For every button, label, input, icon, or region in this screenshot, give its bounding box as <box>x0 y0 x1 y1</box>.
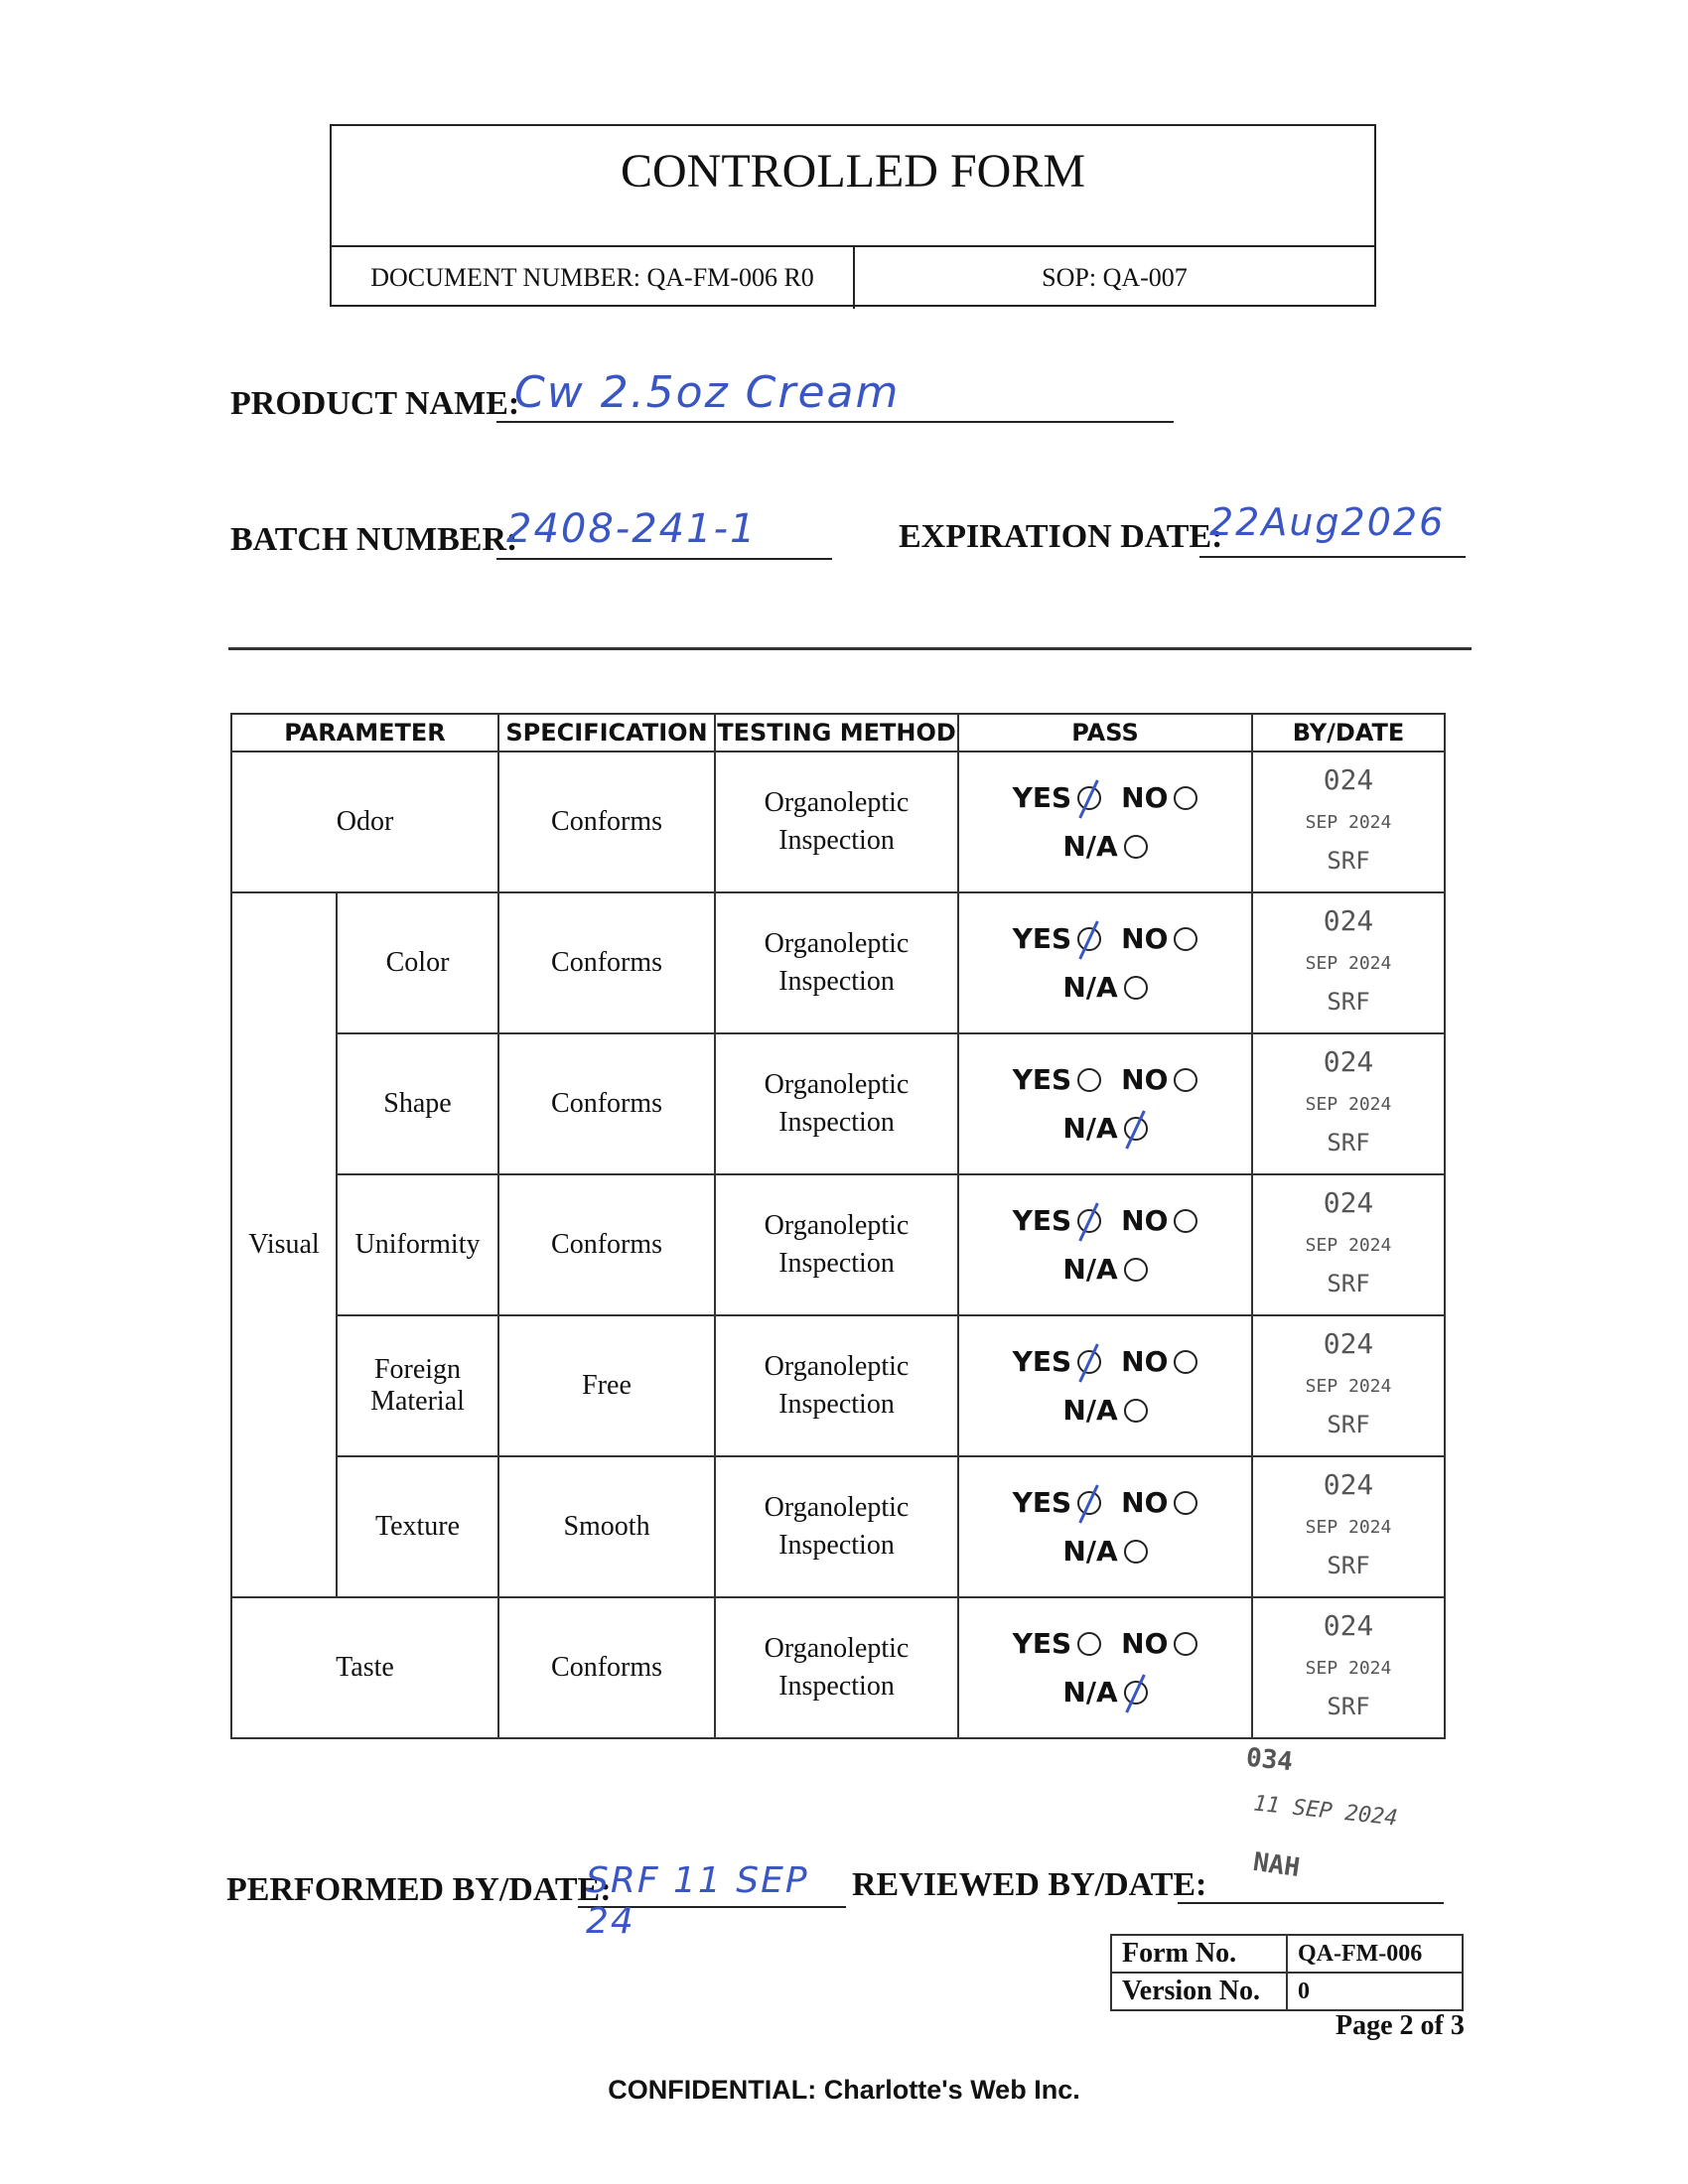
header-by-date: BY/DATE <box>1252 714 1445 751</box>
review-stamp-number: 034 <box>1244 1742 1295 1778</box>
yes-label: YES <box>1012 781 1072 814</box>
method-line-1: Organoleptic <box>764 928 910 959</box>
no-label: NO <box>1121 922 1169 955</box>
form-no-value: QA-FM-006 <box>1287 1935 1463 1973</box>
yes-label: YES <box>1012 1486 1072 1519</box>
reviewed-by-label: REVIEWED BY/DATE: <box>852 1866 1207 1903</box>
header-box <box>330 124 1376 307</box>
stamp-number: 024 <box>1323 763 1374 796</box>
stamp-number: 024 <box>1323 1186 1374 1219</box>
method-line-2: Inspection <box>778 1671 895 1702</box>
yes-radio[interactable] <box>1077 927 1101 951</box>
stamp-number: 024 <box>1323 1468 1374 1501</box>
stamp-initials: SRF <box>1327 1693 1370 1720</box>
na-label: N/A <box>1062 1676 1118 1708</box>
testing-method-cell <box>715 751 958 892</box>
pass-cell <box>958 751 1252 892</box>
expiration-date-label: EXPIRATION DATE: <box>899 518 1223 555</box>
yes-radio[interactable] <box>1077 1632 1101 1656</box>
no-label: NO <box>1121 1486 1169 1519</box>
method-line-2: Inspection <box>778 1530 895 1561</box>
visual-group-cell: Visual <box>231 892 337 1597</box>
testing-method-cell <box>715 1033 958 1174</box>
no-radio[interactable] <box>1174 1068 1197 1092</box>
na-label: N/A <box>1062 1112 1118 1145</box>
method-line-1: Organoleptic <box>764 787 910 818</box>
product-name-line[interactable] <box>496 367 1174 423</box>
product-name-value: Cw 2.5oz Cream <box>514 367 901 418</box>
yes-label: YES <box>1012 1345 1072 1378</box>
method-line-2: Inspection <box>778 966 895 997</box>
by-date-cell <box>1252 892 1445 1033</box>
na-label: N/A <box>1062 971 1118 1004</box>
testing-method-cell <box>715 1174 958 1315</box>
no-radio[interactable] <box>1174 1491 1197 1515</box>
na-radio[interactable] <box>1124 1399 1148 1423</box>
method-line-2: Inspection <box>778 1389 895 1420</box>
yes-radio[interactable] <box>1077 1350 1101 1374</box>
form-no-label: Form No. <box>1111 1935 1287 1973</box>
method-line-1: Organoleptic <box>764 1633 910 1664</box>
method-line-1: Organoleptic <box>764 1069 910 1100</box>
pass-cell <box>958 1174 1252 1315</box>
method-line-2: Inspection <box>778 1107 895 1138</box>
pass-cell <box>958 1033 1252 1174</box>
na-radio[interactable] <box>1124 1681 1148 1705</box>
no-radio[interactable] <box>1174 1209 1197 1233</box>
table-row <box>231 892 1445 1033</box>
performed-by-label: PERFORMED BY/DATE: <box>226 1871 612 1908</box>
by-date-cell <box>1252 1597 1445 1738</box>
method-line-2: Inspection <box>778 825 895 856</box>
header-row <box>332 245 1374 309</box>
specification-cell: Conforms <box>498 892 715 1033</box>
specification-cell: Smooth <box>498 1456 715 1597</box>
header-testing-method: TESTING METHOD <box>715 714 958 751</box>
stamp-initials: SRF <box>1327 1270 1370 1297</box>
parameter-cell: Texture <box>337 1456 498 1597</box>
pass-cell <box>958 1315 1252 1456</box>
no-label: NO <box>1121 1063 1169 1096</box>
yes-radio[interactable] <box>1077 1068 1101 1092</box>
na-radio[interactable] <box>1124 1258 1148 1282</box>
stamp-initials: SRF <box>1327 1552 1370 1579</box>
testing-method-cell <box>715 1456 958 1597</box>
yes-radio[interactable] <box>1077 1491 1101 1515</box>
specification-cell: Free <box>498 1315 715 1456</box>
testing-method-cell <box>715 892 958 1033</box>
pass-cell <box>958 892 1252 1033</box>
yes-label: YES <box>1012 1063 1072 1096</box>
form-no-row <box>1111 1935 1463 1973</box>
performed-by-line[interactable] <box>578 1858 846 1942</box>
reviewed-by-line[interactable] <box>1178 1854 1444 1904</box>
header-parameter: PARAMETER <box>231 714 498 751</box>
table-row <box>231 1315 1445 1456</box>
yes-label: YES <box>1012 922 1072 955</box>
specification-cell: Conforms <box>498 1597 715 1738</box>
stamp-number: 024 <box>1323 904 1374 937</box>
inspection-table <box>230 713 1446 1739</box>
parameter-cell: Odor <box>231 751 498 892</box>
stamp-number: 024 <box>1323 1045 1374 1078</box>
no-label: NO <box>1121 781 1169 814</box>
testing-method-cell <box>715 1315 958 1456</box>
yes-label: YES <box>1012 1627 1072 1660</box>
no-label: NO <box>1121 1627 1169 1660</box>
by-date-cell <box>1252 751 1445 892</box>
stamp-date: SEP 2024 <box>1305 1235 1392 1256</box>
no-label: NO <box>1121 1345 1169 1378</box>
yes-label: YES <box>1012 1204 1072 1237</box>
parameter-cell: Foreign Material <box>337 1315 498 1456</box>
confidential-footer: CONFIDENTIAL: Charlotte's Web Inc. <box>608 2075 1080 2105</box>
pass-cell <box>958 1597 1252 1738</box>
na-label: N/A <box>1062 1253 1118 1286</box>
review-stamp-initials: NAH <box>1251 1846 1302 1884</box>
no-radio[interactable] <box>1174 786 1197 810</box>
stamp-date: SEP 2024 <box>1305 1094 1392 1115</box>
na-radio[interactable] <box>1124 835 1148 859</box>
parameter-cell: Color <box>337 892 498 1033</box>
stamp-date: SEP 2024 <box>1305 1376 1392 1397</box>
method-line-1: Organoleptic <box>764 1492 910 1523</box>
table-row <box>231 751 1445 892</box>
version-row <box>1111 1973 1463 2010</box>
yes-radio[interactable] <box>1077 786 1101 810</box>
version-label: Version No. <box>1111 1973 1287 2010</box>
sop-number: SOP: QA-007 <box>1042 263 1188 292</box>
page-number: Page 2 of 3 <box>1336 2010 1465 2041</box>
parameter-cell: Taste <box>231 1597 498 1738</box>
na-radio[interactable] <box>1124 976 1148 1000</box>
batch-number-line[interactable] <box>496 506 832 560</box>
header-pass: PASS <box>958 714 1252 751</box>
table-header-row <box>231 714 1445 751</box>
batch-number-label: BATCH NUMBER: <box>230 521 518 558</box>
table-row <box>231 1174 1445 1315</box>
method-line-2: Inspection <box>778 1248 895 1279</box>
no-radio[interactable] <box>1174 927 1197 951</box>
no-label: NO <box>1121 1204 1169 1237</box>
stamp-date: SEP 2024 <box>1305 953 1392 974</box>
header-specification: SPECIFICATION <box>498 714 715 751</box>
stamp-date: SEP 2024 <box>1305 1517 1392 1538</box>
specification-cell: Conforms <box>498 751 715 892</box>
by-date-cell <box>1252 1315 1445 1456</box>
review-stamp-date: 11 SEP 2024 <box>1252 1791 1399 1832</box>
by-date-cell <box>1252 1456 1445 1597</box>
section-divider <box>228 647 1472 650</box>
stamp-date: SEP 2024 <box>1305 1658 1392 1679</box>
na-label: N/A <box>1062 1535 1118 1568</box>
table-row <box>231 1033 1445 1174</box>
form-info-table <box>1110 1934 1464 2011</box>
performed-by-value: SRF 11 SEP 24 <box>586 1860 809 1942</box>
pass-cell <box>958 1456 1252 1597</box>
stamp-initials: SRF <box>1327 1129 1370 1157</box>
expiration-date-line[interactable] <box>1199 500 1466 558</box>
stamp-initials: SRF <box>1327 847 1370 875</box>
version-value: 0 <box>1287 1973 1463 2010</box>
specification-cell: Conforms <box>498 1033 715 1174</box>
yes-radio[interactable] <box>1077 1209 1101 1233</box>
stamp-initials: SRF <box>1327 1411 1370 1438</box>
no-radio[interactable] <box>1174 1350 1197 1374</box>
product-name-label: PRODUCT NAME: <box>230 385 520 422</box>
no-radio[interactable] <box>1174 1632 1197 1656</box>
method-line-1: Organoleptic <box>764 1351 910 1382</box>
table-row <box>231 1597 1445 1738</box>
document-number: DOCUMENT NUMBER: QA-FM-006 R0 <box>332 247 855 309</box>
na-radio[interactable] <box>1124 1117 1148 1141</box>
na-radio[interactable] <box>1124 1540 1148 1564</box>
na-label: N/A <box>1062 830 1118 863</box>
parameter-cell: Shape <box>337 1033 498 1174</box>
stamp-initials: SRF <box>1327 988 1370 1016</box>
by-date-cell <box>1252 1174 1445 1315</box>
na-label: N/A <box>1062 1394 1118 1427</box>
stamp-number: 024 <box>1323 1327 1374 1360</box>
specification-cell: Conforms <box>498 1174 715 1315</box>
batch-number-value: 2408-241-1 <box>506 506 758 552</box>
method-line-1: Organoleptic <box>764 1210 910 1241</box>
testing-method-cell <box>715 1597 958 1738</box>
stamp-date: SEP 2024 <box>1305 812 1392 833</box>
expiration-date-value: 22Aug2026 <box>1209 500 1446 544</box>
parameter-cell: Uniformity <box>337 1174 498 1315</box>
stamp-number: 024 <box>1323 1609 1374 1642</box>
table-row <box>231 1456 1445 1597</box>
by-date-cell <box>1252 1033 1445 1174</box>
form-title: CONTROLLED FORM <box>620 145 1086 198</box>
